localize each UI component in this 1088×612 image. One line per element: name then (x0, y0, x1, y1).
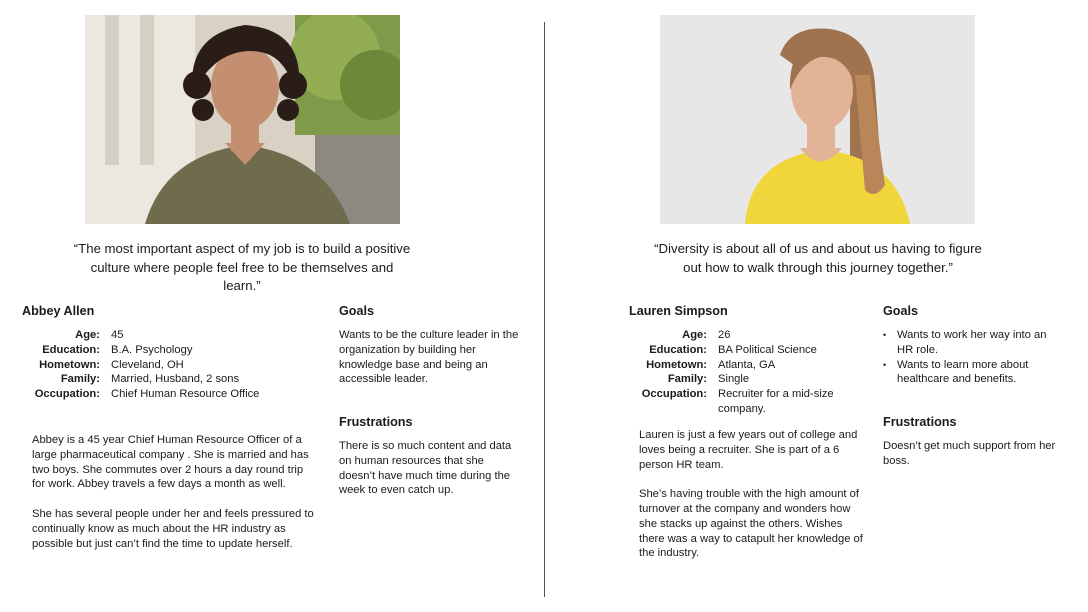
persona-name: Abbey Allen (22, 304, 95, 318)
detail-occupation: Occupation: Chief Human Resource Office (34, 388, 260, 401)
bio-paragraph: Lauren is just a few years out of college and loves being a recruiter. She is part of a 6 person HR team. (639, 429, 858, 471)
goals-title: Goals (883, 304, 918, 318)
detail-education: Education: BA Political Science (649, 343, 817, 356)
persona-quote: “Diversity is about all of us and about us having to figure out how to walk through this journey together.” (654, 241, 982, 275)
goal-item: • Wants to work her way into an HR role. (883, 328, 1063, 358)
frustrations-text: There is so much content and data on human resources that she doesn’t have much time during the week to even catch up. (339, 440, 512, 497)
detail-education: Education: B.A. Psychology (42, 343, 193, 356)
goal-item: • Wants to learn more about healthcare and benefits. (883, 358, 1063, 388)
persona-card-lauren (544, 0, 1088, 612)
frustrations-section (339, 415, 519, 498)
goals-section (339, 304, 519, 387)
bio-paragraph: She’s having trouble with the high amount of turnover at the company and wonders how she stacks up against the others. Wishes there was a way to catapult her knowledge of the industry. (639, 488, 863, 560)
persona-name: Lauren Simpson (629, 304, 728, 318)
goals-title: Goals (339, 304, 374, 318)
portrait-illustration (660, 15, 975, 224)
detail-occupation: Occupation: Recruiter for a mid-size company. (641, 388, 834, 415)
detail-family: Family: Single (667, 373, 750, 386)
persona-quote: “The most important aspect of my job is to build a positive culture where people feel free to be themselves and learn.” (73, 241, 411, 293)
persona-bio (639, 428, 867, 576)
detail-age: Age: 26 (682, 329, 731, 341)
detail-age: Age: 45 (75, 329, 124, 341)
persona-photo (660, 15, 975, 224)
detail-hometown: Hometown: Cleveland, OH (39, 358, 184, 371)
persona-details (14, 328, 314, 402)
goals-text: Wants to be the culture leader in the organization by building her knowledge base and being an accessible leader. (339, 329, 519, 386)
persona-details (628, 328, 848, 417)
bio-paragraph: Abbey is a 45 year Chief Human Resource Officer of a large pharmaceutical company . She is married and has two boys. She commutes over 2 hours a day round trip for work. Abbey travels a few days a month as well. (32, 434, 309, 491)
persona-photo (85, 15, 400, 224)
bio-paragraph: She has several people under her and feels pressured to continually know as much about the HR industry as possible but just can’t find the time to update herself. (32, 507, 314, 550)
detail-family: Family: Married, Husband, 2 sons (60, 373, 240, 386)
persona-bio (32, 433, 316, 566)
frustrations-title: Frustrations (883, 415, 957, 429)
portrait-illustration (85, 15, 400, 224)
frustrations-title: Frustrations (339, 415, 413, 429)
detail-hometown: Hometown: Atlanta, GA (646, 358, 776, 371)
frustrations-text: Doesn’t get much support from her boss. (883, 440, 1056, 467)
goals-section (883, 304, 1063, 387)
frustrations-section (883, 415, 1063, 469)
goals-list (883, 328, 1063, 387)
